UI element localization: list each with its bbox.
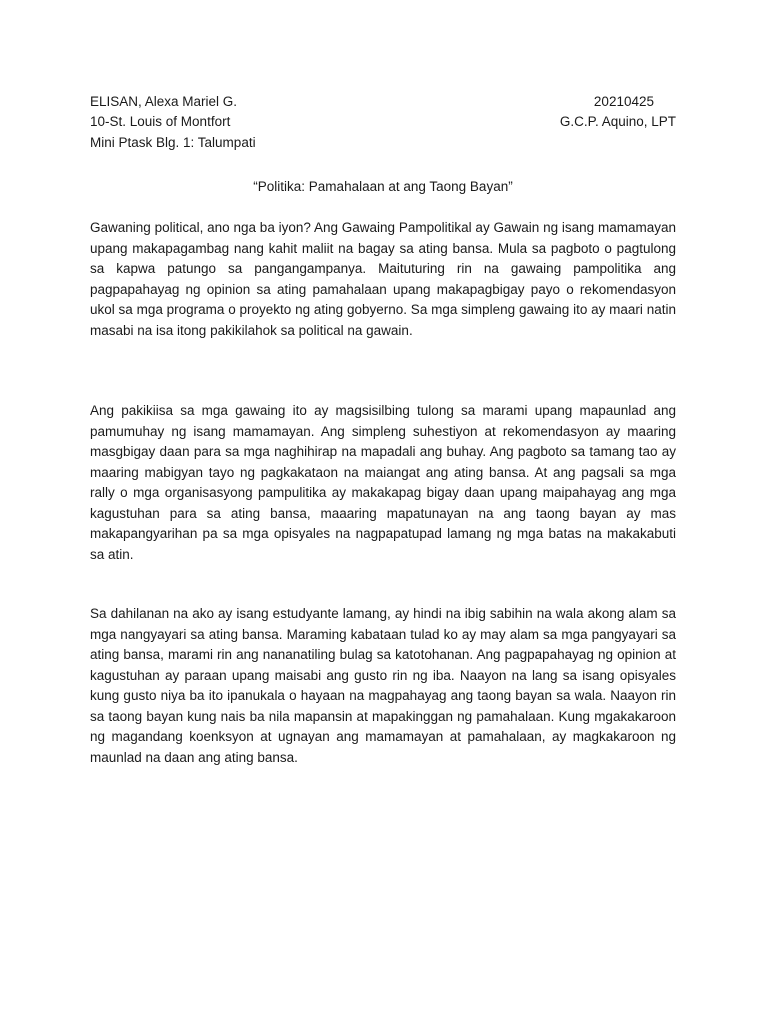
student-number: 20210425 [593,94,654,109]
paragraph-3: Sa dahilanan na ako ay isang estudyante lamang, ay hindi na ibig sabihin na wala akong alam sa mga nangyayari sa ating bansa. Maraming kabataan tulad ko ay may alam sa mga pangyayari sa ating bansa, marami rin ang nananatiling bulag sa katotohanan. Ang pagpapahayag ng opinion at kagustuhan ay paraan upang maisabi ang gusto rin ng iba. Naayon na lang sa isang opisyales kung gusto niya ba ito ipanukala o hayaan na magpahayag ang taong bayan sa wala. Naayon rin sa taong bayan kung nais ba nila mapansin at mapakinggan ng pamahalaan. Kung mgakakaroon ng magandang koenksyon at ugnayan ang mamamayan at pamahalaan, ay magkakaroon ng maunlad na daan ang ating bansa. [90,606,676,765]
paragraph-1: Gawaning political, ano nga ba iyon? Ang Gawaing Pampolitikal ay Gawain ng isang mamamayan upang makapagambag nang kahit maliit na bagay sa ating bansa. Mula sa pagboto o pagtulong sa kapwa patungo sa pangangampanya. Maituturing rin na gawaing pampolitika ang pagpapahayag ng opinion sa ating pamahalaan upang makapagbigay payo o rekomendasyon ukol sa mga programa o proyekto ng ating gobyerno. Sa mga simpleng gawaing ito ay maari natin masabi na isa itong pakikilahok sa political na gawain. [90,220,676,338]
document-title: “Politika: Pamahalaan at ang Taong Bayan” [253,179,513,194]
task-label: Mini Ptask Blg. 1: Talumpati [90,135,256,150]
section-name: 10-St. Louis of Montfort [90,114,231,129]
teacher-name: G.C.P. Aquino, LPT [559,114,676,129]
student-name: ELISAN, Alexa Mariel G. [90,94,238,109]
paragraph-2: Ang pakikiisa sa mga gawaing ito ay magsisilbing tulong sa marami upang mapaunlad ang pamumuhay ng isang mamamayan. Ang simpleng suhestiyon at rekomendasyon ay maaring masgbigay daan para sa mga naghihirap na mapadali ang buhay. Ang pagboto sa tamang tao ay maaring mabigyan tayo ng pagkakataon na maiangat ang ating bansa. At ang pagsali sa mga rally o mga organisasyong pampulitika ay makakapag bigay daan upang maipahayag ang mga kagustuhan para sa ating bansa, maaaring mapatunayan na ang taong bayan ay mas makapangyarihan pa sa mga opisyales na nagpapatupad lamang ng mga batas na makakabuti sa atin. [90,403,676,562]
